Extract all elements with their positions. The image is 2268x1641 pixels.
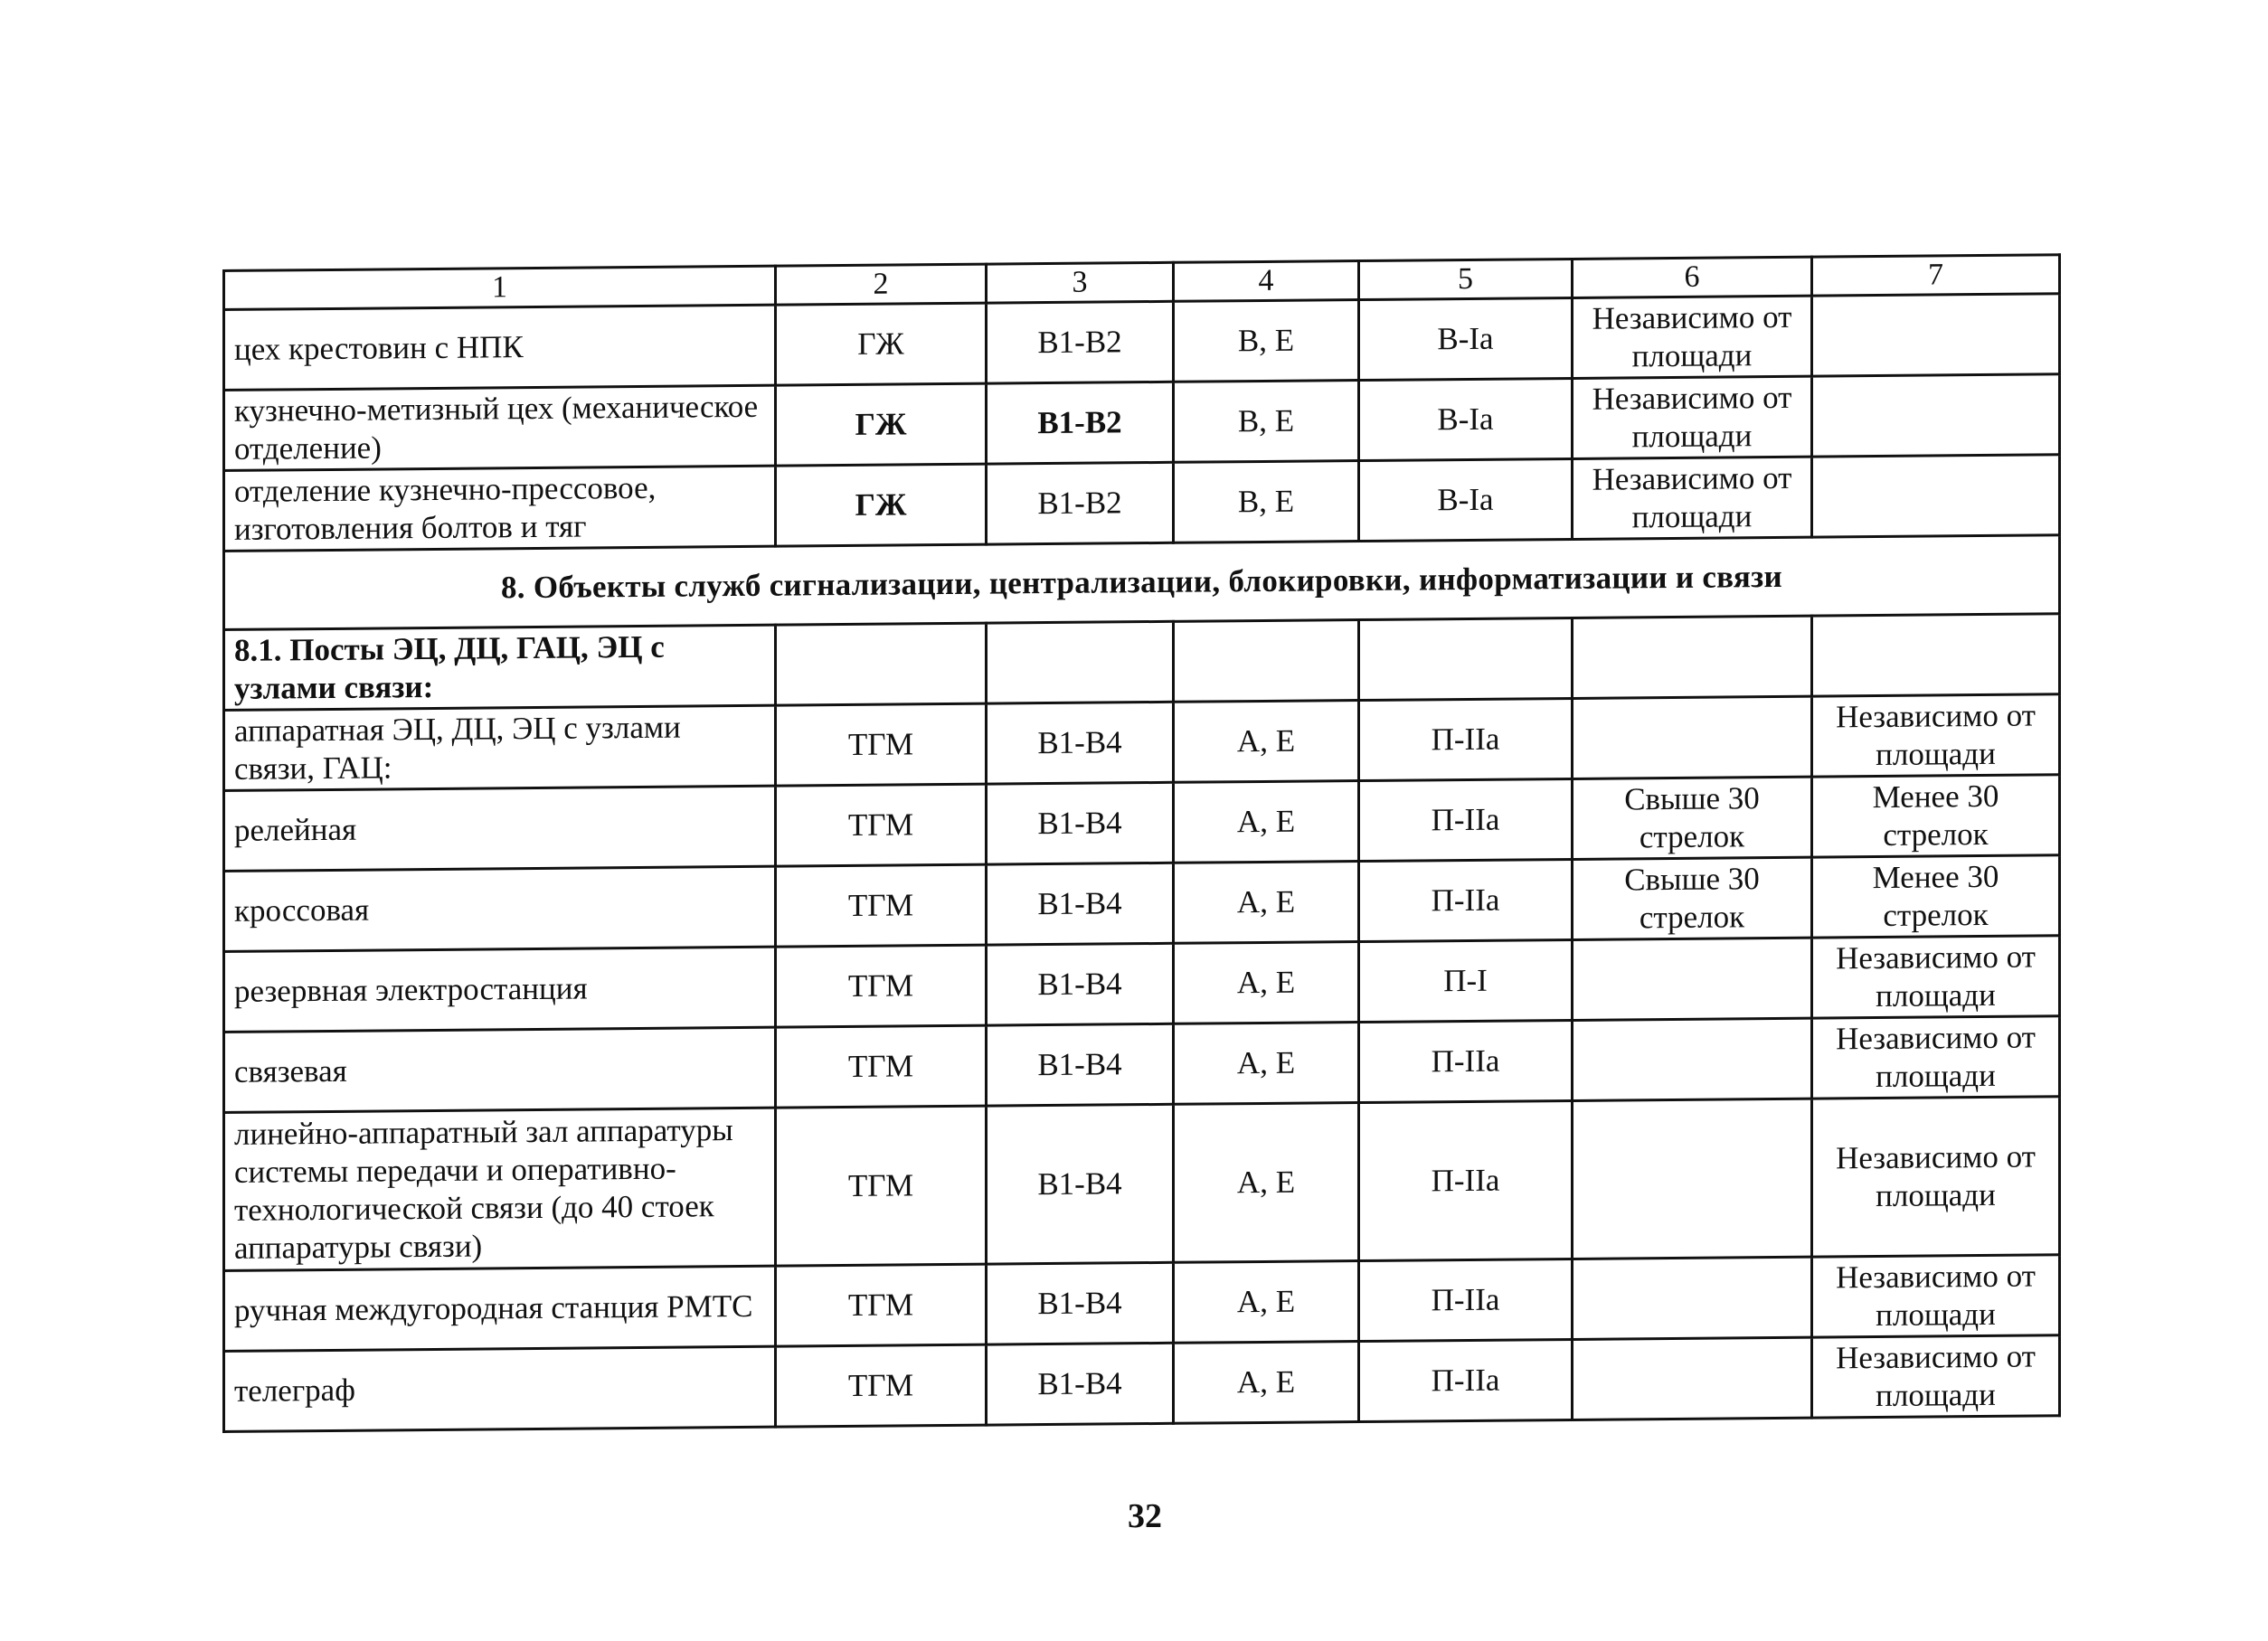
- table-cell: [1573, 1257, 1812, 1339]
- table-cell: Независимо от площади: [1812, 1255, 2060, 1337]
- table-cell: [1573, 938, 1812, 1020]
- table-cell: [1812, 294, 2060, 376]
- object-name-cell: релейная: [224, 786, 776, 871]
- table-cell: П-IIа: [1359, 1020, 1573, 1102]
- table-cell: Менее 30 стрелок: [1812, 775, 2060, 857]
- table-cell: П-IIа: [1359, 859, 1573, 941]
- table-cell: В, Е: [1174, 381, 1359, 463]
- table-cell: [1573, 1099, 1812, 1259]
- table-cell: Независимо от площади: [1573, 296, 1812, 378]
- table-cell: В1-В4: [987, 702, 1174, 784]
- table-cell: В1-В4: [987, 1262, 1174, 1344]
- table-cell: [776, 623, 987, 705]
- object-name-cell: кузнечно-метизный цех (механическое отделение): [224, 385, 776, 470]
- column-header: 7: [1812, 255, 2060, 296]
- table-cell: [1812, 614, 2060, 696]
- table-row: [224, 1335, 2060, 1432]
- table-cell: А, Е: [1174, 1342, 1359, 1424]
- column-header: 2: [776, 264, 987, 305]
- table-cell: В1-В4: [987, 943, 1174, 1025]
- fire-safety-table: [222, 253, 2061, 1433]
- table-cell: В1-В2: [987, 382, 1174, 464]
- table-cell: А, Е: [1174, 1103, 1359, 1263]
- table-cell: ТГМ: [776, 1344, 987, 1427]
- table-cell: П-IIа: [1359, 1100, 1573, 1260]
- table-cell: [987, 621, 1174, 703]
- table-cell: Независимо от площади: [1812, 936, 2060, 1018]
- object-name-cell: цех крестовин с НПК: [224, 305, 776, 390]
- table-cell: Независимо от площади: [1812, 1016, 2060, 1099]
- column-header: 4: [1174, 261, 1359, 302]
- table-cell: ТГМ: [776, 1264, 987, 1346]
- table-cell: Менее 30 стрелок: [1812, 855, 2060, 938]
- table-cell: Независимо от площади: [1573, 376, 1812, 458]
- column-header: 3: [987, 262, 1174, 303]
- column-header: 6: [1573, 257, 1812, 297]
- page-number: 32: [1128, 1497, 1162, 1535]
- table-cell: ТГМ: [776, 703, 987, 786]
- table-cell: В1-В2: [987, 462, 1174, 544]
- table-cell: Свыше 30 стрелок: [1573, 777, 1812, 859]
- table-cell: А, Е: [1174, 862, 1359, 944]
- table-cell: Независимо от площади: [1812, 1335, 2060, 1418]
- table-cell: В1-В4: [987, 1104, 1174, 1264]
- table-cell: Свыше 30 стрелок: [1573, 857, 1812, 939]
- table-cell: [1174, 620, 1359, 703]
- table-cell: В1-В2: [987, 301, 1174, 383]
- table-cell: В-Ia: [1359, 297, 1573, 380]
- table-cell: ГЖ: [776, 303, 987, 385]
- table-cell: П-IIа: [1359, 698, 1573, 780]
- table-cell: В1-В4: [987, 863, 1174, 945]
- table-cell: ТГМ: [776, 945, 987, 1027]
- table-cell: ТГМ: [776, 1025, 987, 1108]
- object-name-cell: связевая: [224, 1027, 776, 1112]
- object-name-cell: резервная электростанция: [224, 947, 776, 1032]
- table-cell: П-IIа: [1359, 1339, 1573, 1421]
- table-cell: [1573, 696, 1812, 778]
- table-cell: В, Е: [1174, 461, 1359, 543]
- table-cell: А, Е: [1174, 701, 1359, 783]
- subsection-title: 8.1. Посты ЭЦ, ДЦ, ГАЦ, ЭЦ с узлами связи:: [224, 625, 776, 710]
- table-cell: В-Ia: [1359, 458, 1573, 541]
- table-cell: П-IIа: [1359, 778, 1573, 861]
- object-name-cell: ручная междугородная станция РМТС: [224, 1266, 776, 1351]
- table-cell: П-I: [1359, 939, 1573, 1022]
- table-cell: В1-В4: [987, 1023, 1174, 1106]
- table-cell: В-Ia: [1359, 378, 1573, 460]
- column-header: 1: [224, 266, 776, 309]
- table-cell: ТГМ: [776, 1106, 987, 1266]
- table-cell: В1-В4: [987, 1343, 1174, 1425]
- table-cell: [1812, 455, 2060, 537]
- object-name-cell: кроссовая: [224, 866, 776, 951]
- table-cell: ТГМ: [776, 784, 987, 866]
- object-name-cell: телеграф: [224, 1346, 776, 1431]
- table-cell: ГЖ: [776, 383, 987, 466]
- table-cell: [1573, 1337, 1812, 1419]
- object-name-cell: отделение кузнечно-прессовое, изготовления болтов и тяг: [224, 466, 776, 551]
- column-header: 5: [1359, 259, 1573, 299]
- section-title: 8. Объекты служб сигнализации, централизации, блокировки, информатизации и связи: [224, 535, 2060, 630]
- table-cell: [1573, 616, 1812, 698]
- table-cell: В, Е: [1174, 300, 1359, 382]
- table-cell: [1359, 618, 1573, 700]
- table-cell: В1-В4: [987, 782, 1174, 864]
- table-cell: ГЖ: [776, 464, 987, 546]
- table-cell: [1812, 374, 2060, 457]
- object-name-cell: аппаратная ЭЦ, ДЦ, ЭЦ с узлами связи, ГАЦ:: [224, 705, 776, 790]
- table-cell: А, Е: [1174, 1023, 1359, 1105]
- table-cell: [1573, 1018, 1812, 1100]
- table-cell: П-IIа: [1359, 1259, 1573, 1341]
- table-cell: А, Е: [1174, 942, 1359, 1024]
- table-cell: ТГМ: [776, 864, 987, 947]
- table-cell: Независимо от площади: [1812, 1097, 2060, 1257]
- table-cell: А, Е: [1174, 1261, 1359, 1344]
- table-cell: Независимо от площади: [1812, 694, 2060, 777]
- table-row: [224, 1097, 2060, 1271]
- object-name-cell: линейно-аппаратный зал аппаратуры системы передачи и оперативно-технологической связи (до 40 стоек аппаратуры связи): [224, 1108, 776, 1270]
- table-cell: Независимо от площади: [1573, 457, 1812, 539]
- table-cell: А, Е: [1174, 781, 1359, 863]
